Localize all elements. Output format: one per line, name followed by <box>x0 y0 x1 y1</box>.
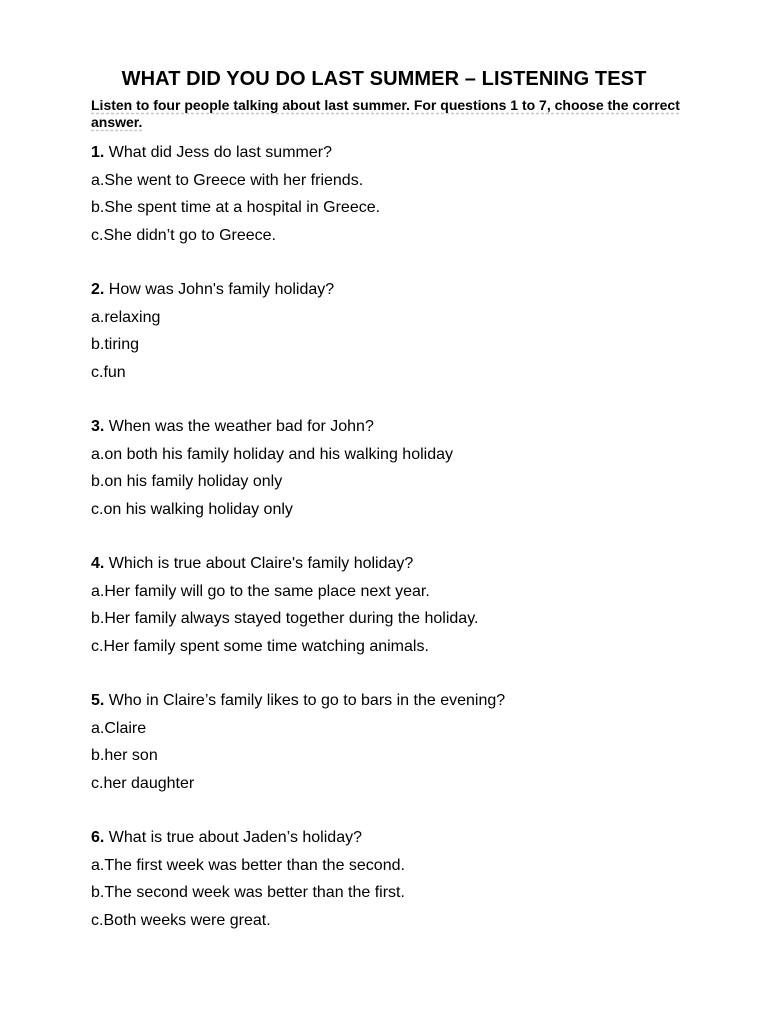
question-6 <box>91 824 731 934</box>
question-2 <box>91 276 731 386</box>
instructions-text: Listen to four people talking about last summer. For questions 1 to 7, choose the correct answer. <box>91 97 680 130</box>
answer-option: b.tiring <box>91 336 140 353</box>
answer-option: a.relaxing <box>91 308 161 326</box>
answer-option: b.her son <box>91 747 158 764</box>
answer-option: c.Both weeks were great. <box>91 911 271 929</box>
question-2-prompt <box>91 276 731 304</box>
question-number: 3. <box>91 418 105 435</box>
answer-option: a.Claire <box>91 719 147 737</box>
answer-option: a.Her family will go to the same place next year. <box>91 582 430 600</box>
answer-option: a.on both his family holiday and his walking holiday <box>91 445 453 463</box>
question-text: What is true about Jaden’s holiday? <box>104 829 362 846</box>
answer-option: c.on his walking holiday only <box>91 500 293 518</box>
answer-option: a.She went to Greece with her friends. <box>91 171 364 189</box>
instructions <box>91 97 681 131</box>
question-4-prompt <box>91 550 731 578</box>
answer-option: b.The second week was better than the first. <box>91 884 405 901</box>
question-number: 1. <box>91 144 105 161</box>
question-6-prompt <box>91 824 731 852</box>
answer-option: b.on his family holiday only <box>91 473 283 490</box>
answer-option: c.fun <box>91 363 126 381</box>
answer-option: c.Her family spent some time watching animals. <box>91 637 429 655</box>
question-list <box>91 139 731 961</box>
page-title: WHAT DID YOU DO LAST SUMMER – LISTENING TEST <box>121 68 647 90</box>
answer-option: c.her daughter <box>91 774 195 792</box>
answer-option: b.Her family always stayed together during the holiday. <box>91 610 479 627</box>
question-text: Who in Claire’s family likes to go to bars in the evening? <box>104 692 506 709</box>
question-5-prompt <box>91 687 731 715</box>
question-3-prompt <box>91 413 731 441</box>
question-1-prompt <box>91 139 731 167</box>
answer-option: a.The first week was better than the second. <box>91 856 405 874</box>
question-number: 5. <box>91 692 105 709</box>
question-1 <box>91 139 731 249</box>
question-text: How was John's family holiday? <box>104 281 335 298</box>
question-3 <box>91 413 731 523</box>
question-number: 2. <box>91 281 105 298</box>
question-text: When was the weather bad for John? <box>104 418 374 435</box>
question-text: Which is true about Claire's family holiday? <box>104 555 414 572</box>
answer-option: b.She spent time at a hospital in Greece. <box>91 199 381 216</box>
answer-option: c.She didn’t go to Greece. <box>91 226 276 244</box>
question-4 <box>91 550 731 660</box>
question-5 <box>91 687 731 797</box>
question-text: What did Jess do last summer? <box>104 144 332 161</box>
question-number: 6. <box>91 829 105 846</box>
question-number: 4. <box>91 555 105 572</box>
